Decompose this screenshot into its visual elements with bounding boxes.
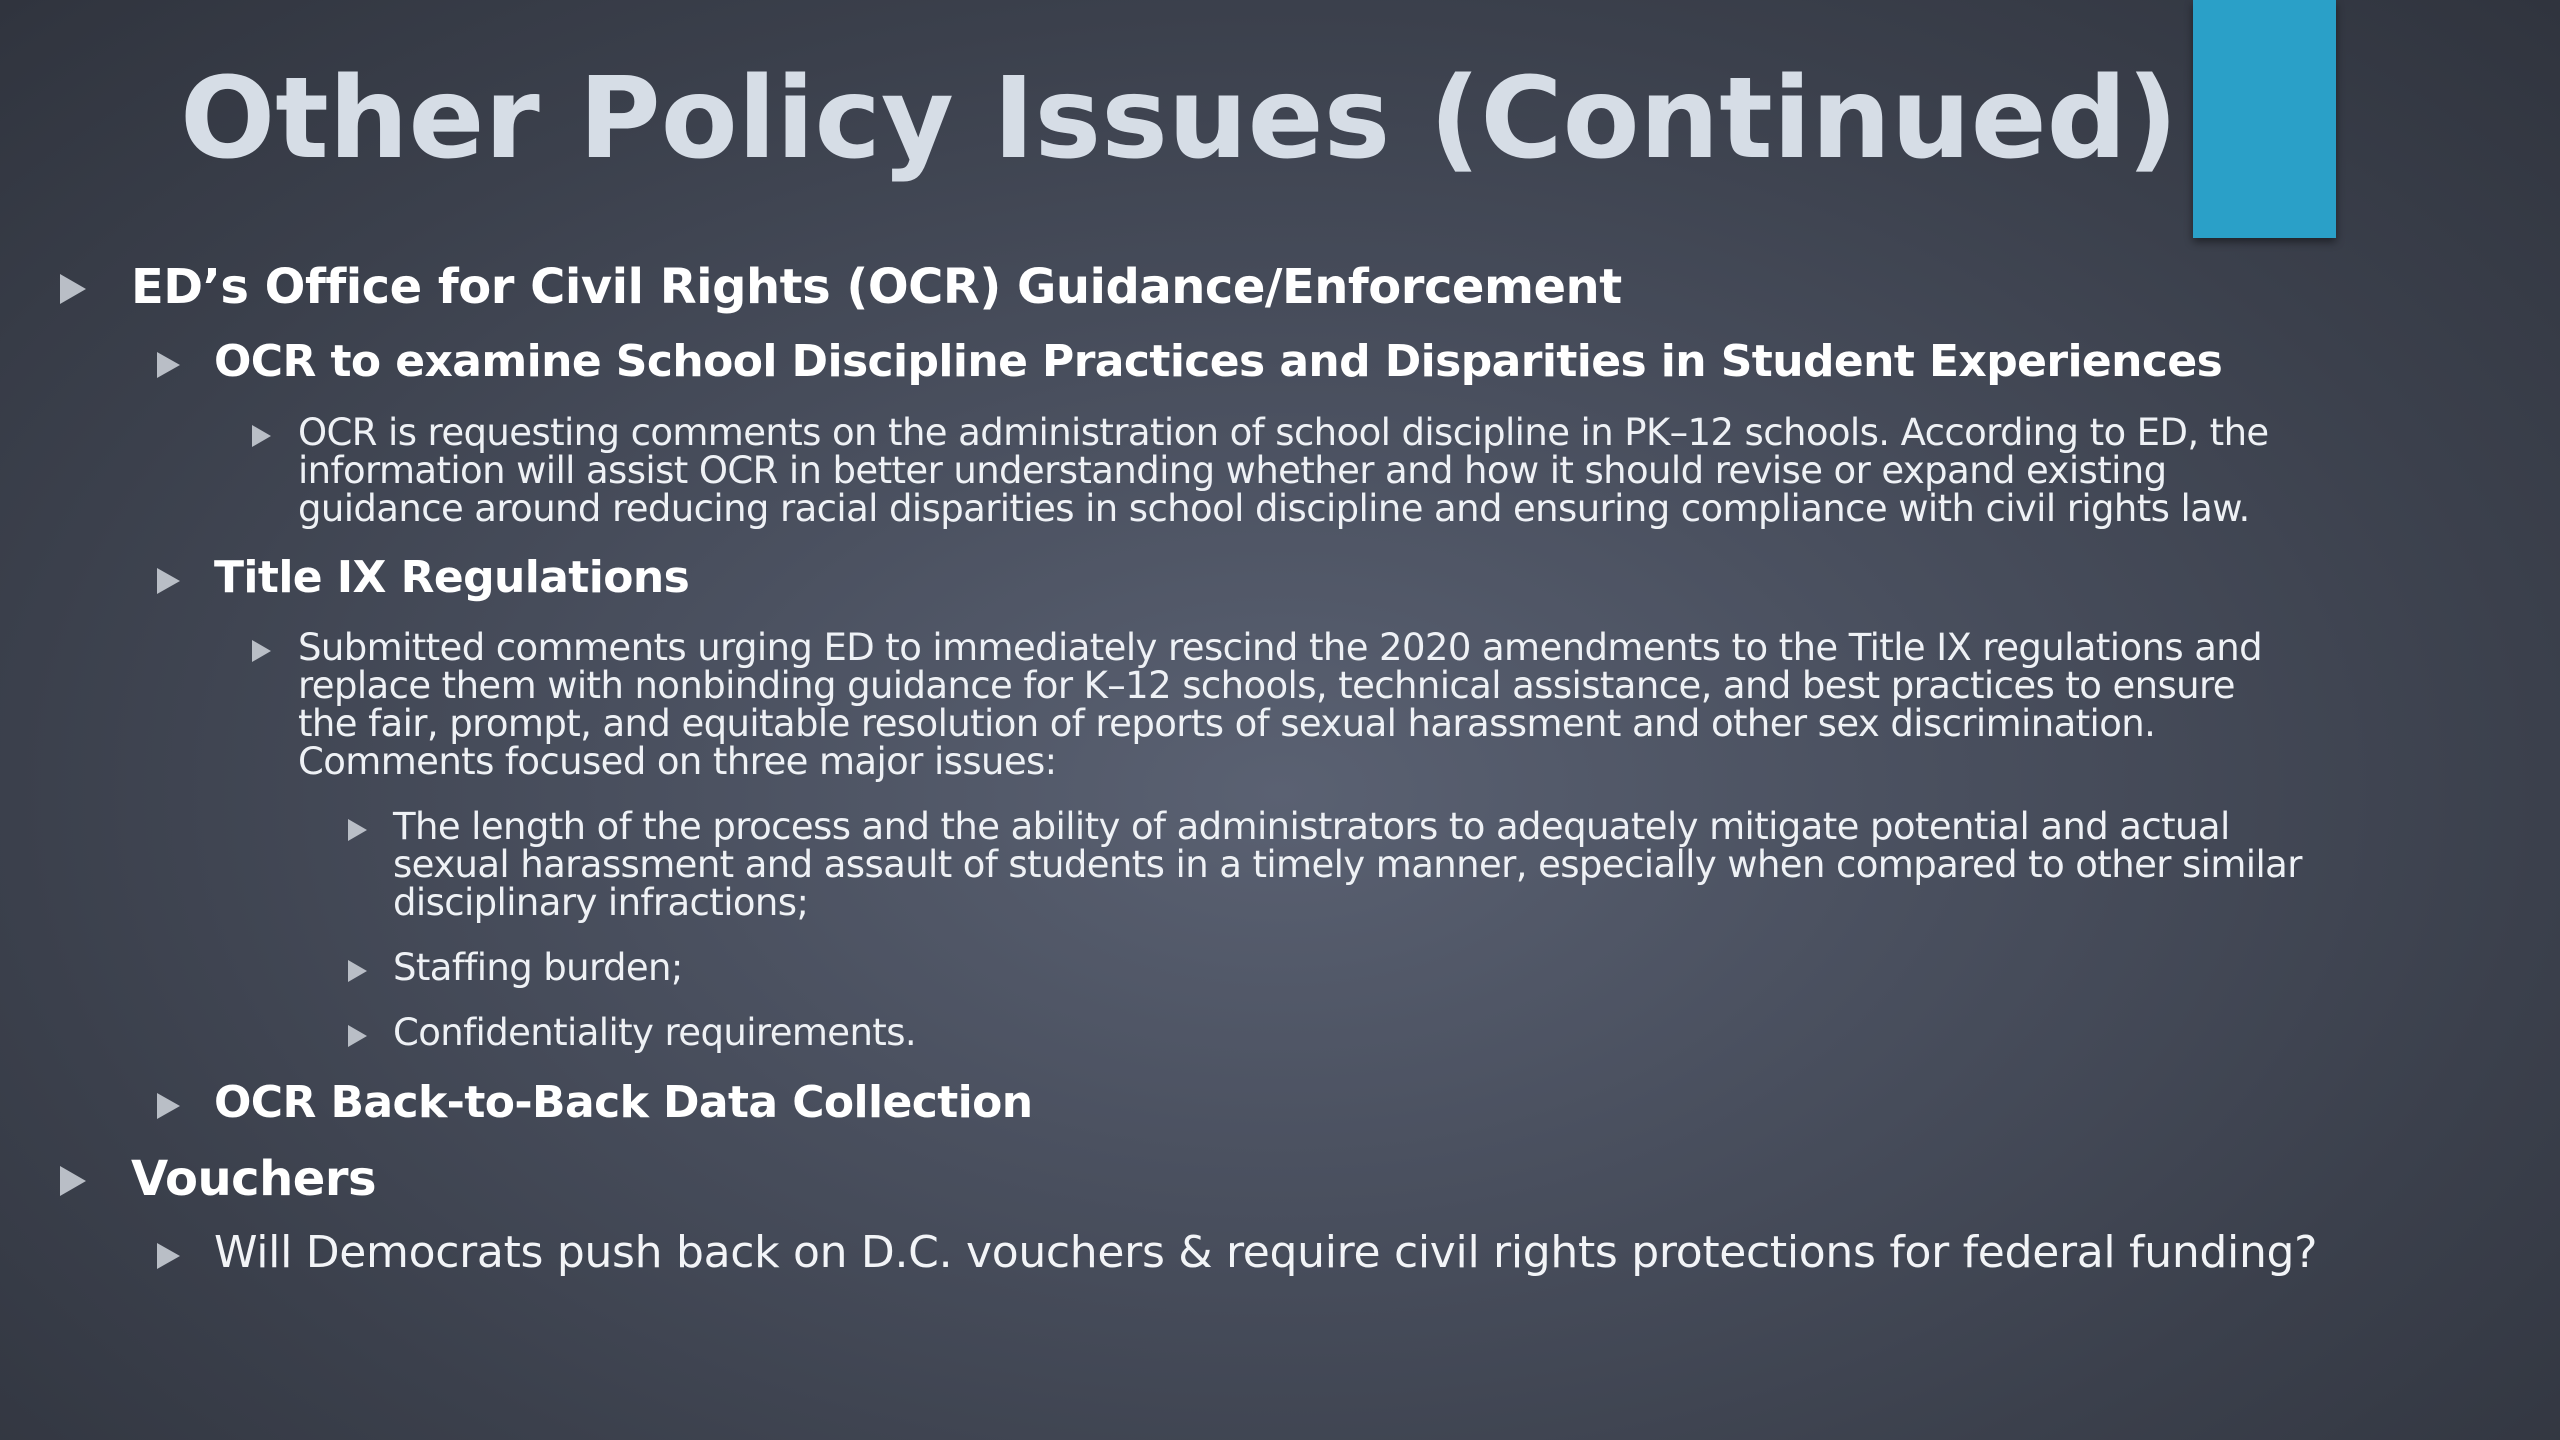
issue-confidentiality: Confidentiality requirements. (393, 1011, 917, 1054)
bullet-arrow-icon (157, 352, 180, 378)
title-ix-detail-line-4: Comments focused on three major issues: (298, 740, 1057, 783)
bullet-school-discipline: OCR to examine School Discipline Practices and Disparities in Student Experiences (214, 336, 2223, 387)
bullet-arrow-icon (157, 568, 180, 594)
title-ix-detail-line-3: the fair, prompt, and equitable resolution of reports of sexual harassment and other sex discrimination. (298, 702, 2156, 745)
accent-bar (2193, 0, 2336, 238)
bullet-data-collection: OCR Back-to-Back Data Collection (214, 1077, 1033, 1128)
title-ix-detail-line-1: Submitted comments urging ED to immediately rescind the 2020 amendments to the Title IX regulations and (298, 626, 2263, 669)
vouchers-question: Will Democrats push back on D.C. vouchers & require civil rights protections for federal funding? (214, 1227, 2318, 1278)
bullet-arrow-icon (60, 1166, 86, 1196)
issue-staffing: Staffing burden; (393, 946, 683, 989)
bullet-arrow-icon (157, 1093, 180, 1119)
issue-length-line-2: sexual harassment and assault of students in a timely manner, especially when compared to other similar (393, 843, 2302, 886)
bullet-vouchers: Vouchers (131, 1151, 377, 1207)
bullet-arrow-icon (157, 1243, 180, 1269)
bullet-arrow-icon (348, 819, 367, 841)
discipline-detail-line-3: guidance around reducing racial disparities in school discipline and ensuring compliance with civil rights law. (298, 487, 2250, 530)
slide-title: Other Policy Issues (Continued) (180, 54, 2179, 184)
bullet-title-ix: Title IX Regulations (214, 552, 690, 603)
bullet-arrow-icon (252, 640, 271, 662)
bullet-arrow-icon (252, 425, 271, 447)
bullet-arrow-icon (348, 960, 367, 982)
issue-length-line-1: The length of the process and the ability of administrators to adequately mitigate potential and actual (393, 805, 2230, 848)
title-ix-detail-line-2: replace them with nonbinding guidance for K–12 schools, technical assistance, and best practices to ensure (298, 664, 2235, 707)
discipline-detail-line-2: information will assist OCR in better understanding whether and how it should revise or expand existing (298, 449, 2167, 492)
bullet-ocr-guidance: ED’s Office for Civil Rights (OCR) Guidance/Enforcement (131, 259, 1622, 315)
issue-length-line-3: disciplinary infractions; (393, 881, 809, 924)
bullet-arrow-icon (348, 1025, 367, 1047)
bullet-arrow-icon (60, 274, 86, 304)
discipline-detail-line-1: OCR is requesting comments on the administration of school discipline in PK–12 schools. According to ED, the (298, 411, 2269, 454)
